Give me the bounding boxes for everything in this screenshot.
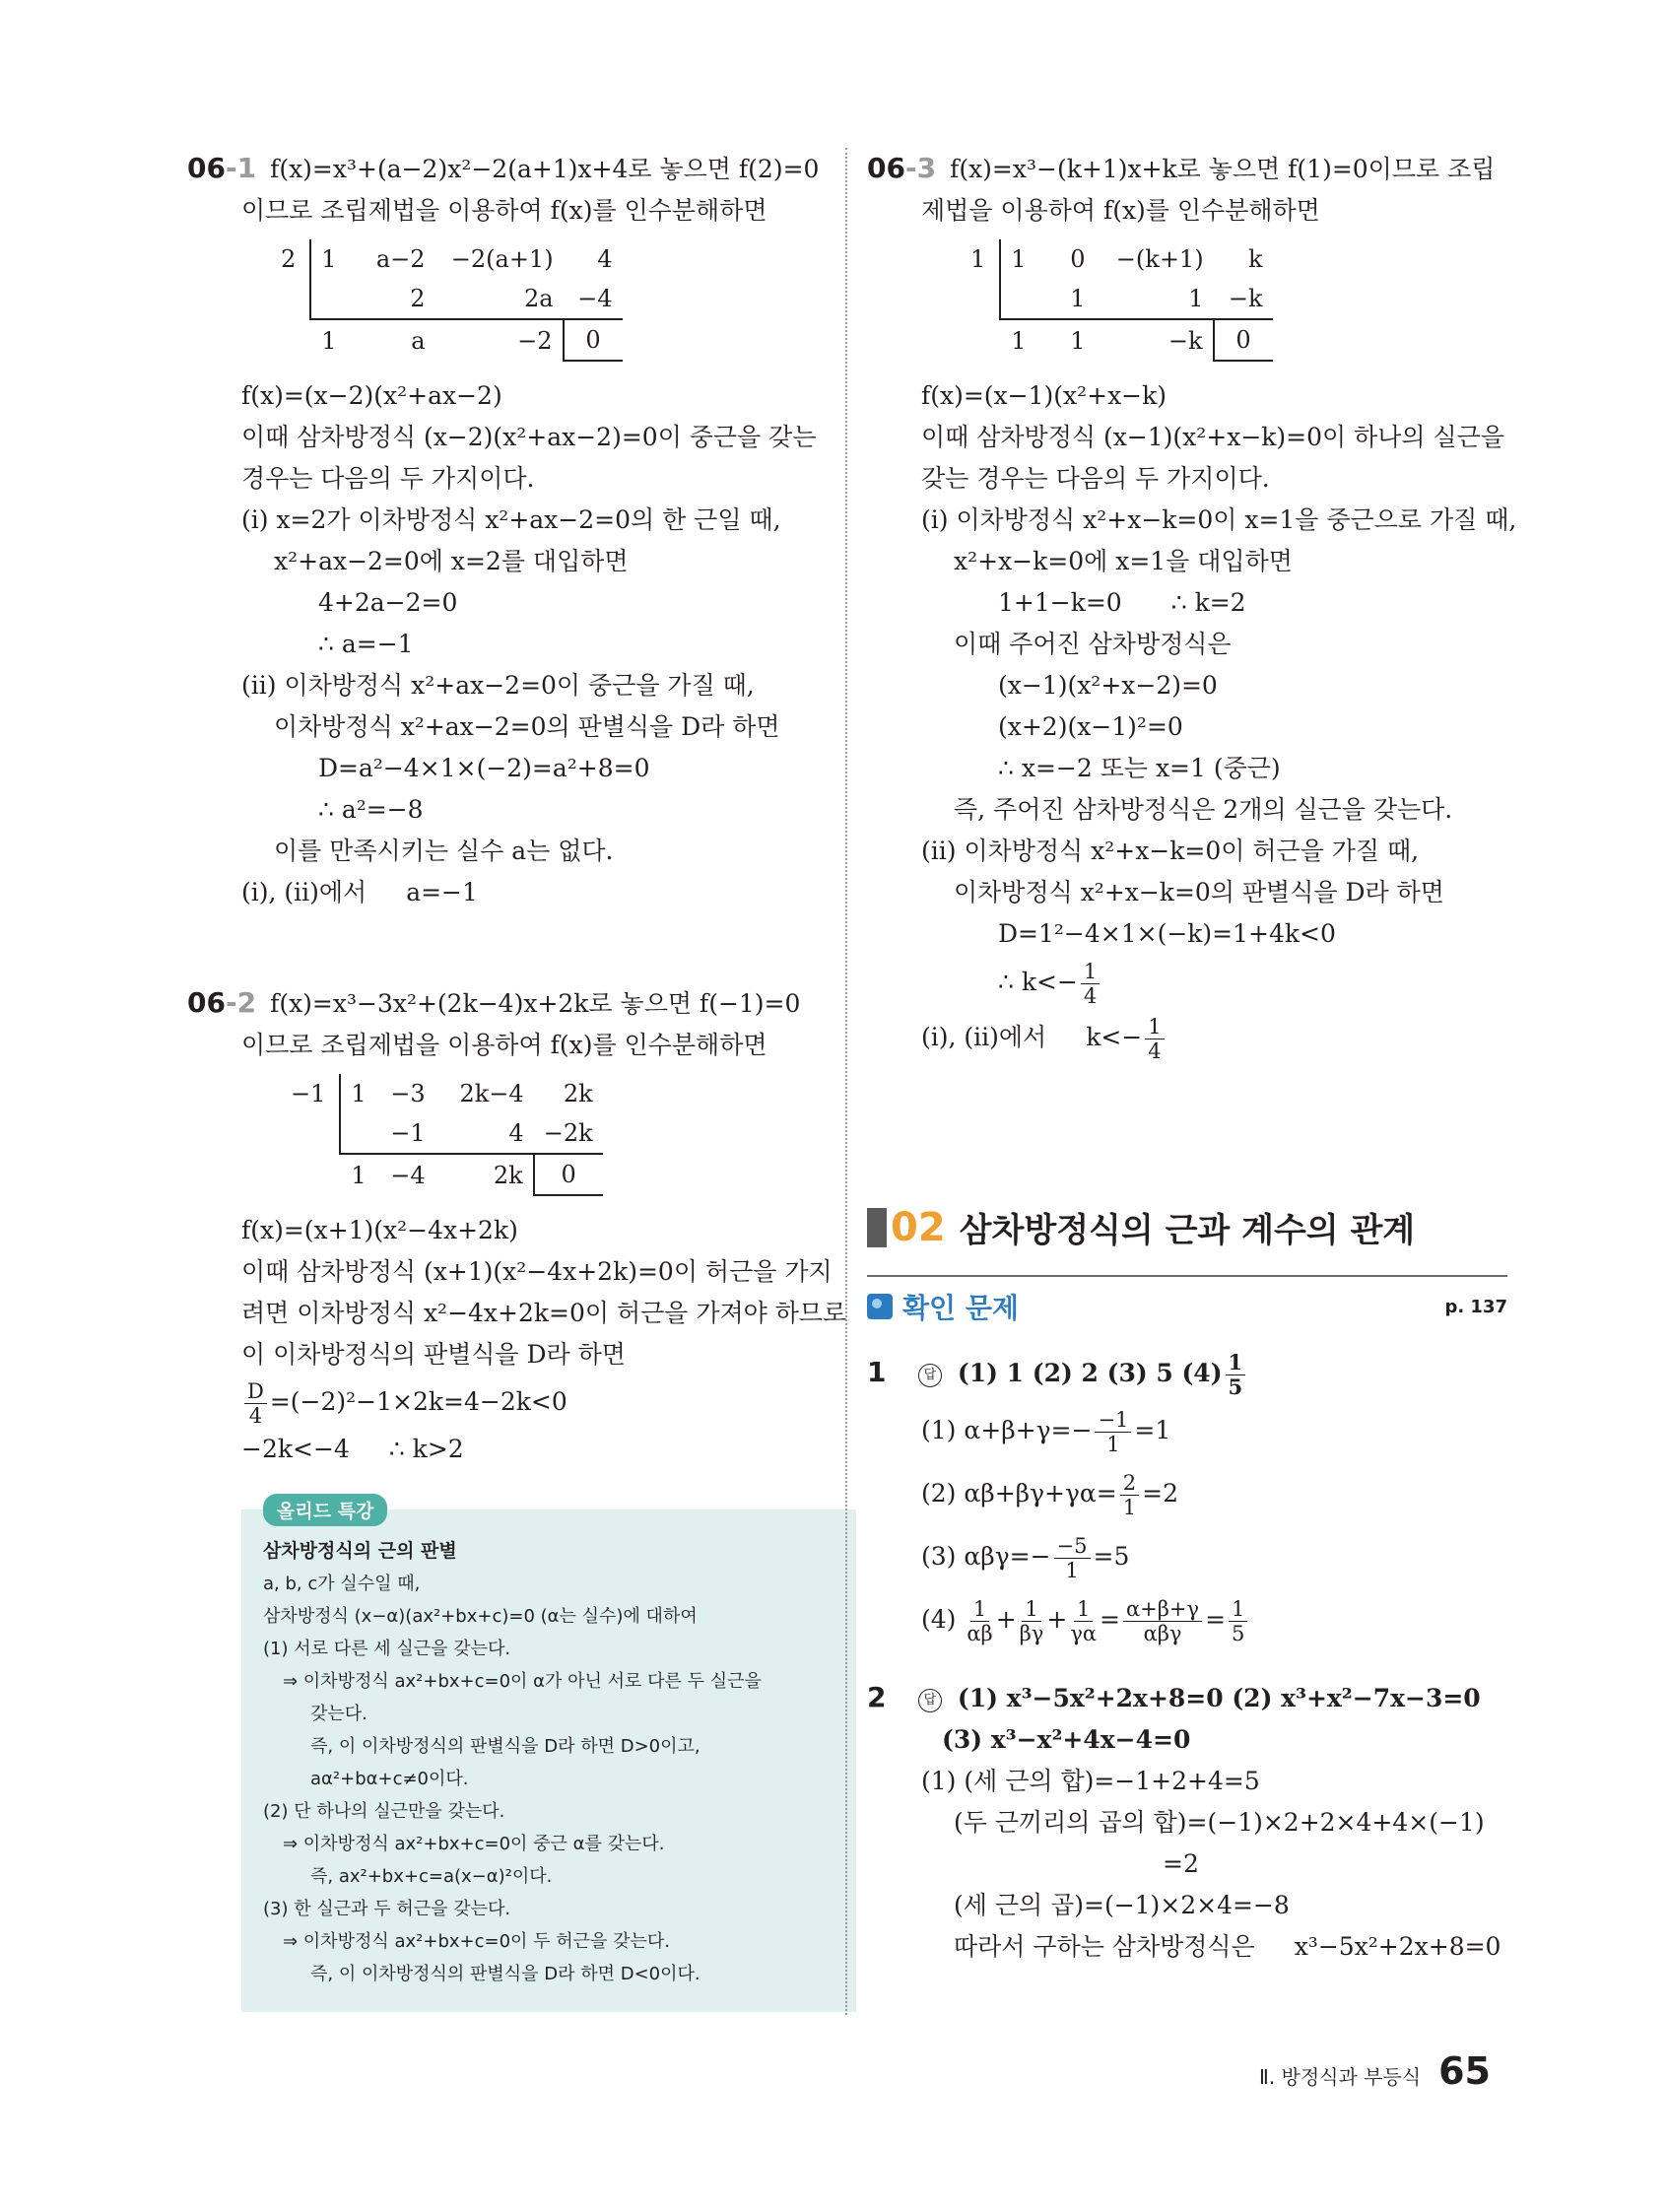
box-line: ⇒ 이차방정식 ax²+bx+c=0이 α가 아닌 서로 다른 두 실근을 (283, 1671, 762, 1692)
box-line: (2) 단 하나의 실근만을 갖는다. (263, 1801, 505, 1822)
equation-line: f(x)=(x+1)(x²−4x+2k) (241, 1216, 518, 1244)
table-cell: −(k+1) (1115, 245, 1204, 273)
section-bar (867, 1208, 887, 1247)
conclusion-line: (i), (ii)에서 k<− $\frac{1}{4}$ (867, 1010, 1507, 1065)
box-line: 즉, 이 이차방정식의 판별식을 D라 하면 D>0이고, (310, 1736, 701, 1757)
table-cell: 1 (351, 1161, 367, 1189)
check-icon (867, 1294, 893, 1319)
table-cell: −k (1168, 326, 1203, 355)
equation-line: (x−1)(x²+x−2)=0 (998, 671, 1218, 700)
table-cell: 1 (1011, 245, 1027, 273)
table-cell: 2k−4 (459, 1080, 524, 1107)
table-cell: 1 (1096, 279, 1214, 319)
solution-line: (3) αβγ=− $\frac{-5}{1}$ =5 (921, 1534, 1130, 1582)
text-line: x²+x−k=0에 x=1을 대입하면 (954, 547, 1293, 575)
table-cell (1000, 279, 1035, 319)
plus-lecture-box (241, 1501, 856, 2012)
answer-mark-icon: 답 (918, 1689, 942, 1712)
problem-text: 이므로 조립제법을 이용하여 f(x)를 인수분해하면 (241, 196, 767, 225)
box-line: (3) 한 실근과 두 허근을 갖는다. (263, 1899, 511, 1919)
divisor: 1 (961, 239, 1000, 279)
box-line: 갖는다. (310, 1704, 367, 1724)
text-line: 이차방정식 x²+ax−2=0의 판별식을 D라 하면 (274, 712, 780, 741)
case-line: (ii) 이차방정식 x²+ax−2=0이 중근을 가질 때, (241, 671, 755, 700)
box-line: 즉, 이 이차방정식의 판별식을 D라 하면 D<0이다. (310, 1964, 701, 1984)
fraction: $\frac{-5}{1}$ (1054, 1534, 1091, 1582)
section-heading (867, 1203, 1507, 1251)
solution-line: 따라서 구하는 삼차방정식은 x³−5x²+2x+8=0 (954, 1932, 1501, 1961)
equation-line: −2k<−4 ∴ k>2 (241, 1435, 464, 1463)
table-cell: 0 (1070, 245, 1086, 273)
equation-line: D=a²−4×1×(−2)=a²+8=0 (318, 754, 650, 782)
text-line: 이때 삼차방정식 (x−2)(x²+ax−2)=0이 중근을 갖는 (241, 423, 817, 451)
synthetic-division-table (961, 239, 1273, 362)
table-cell: 1 (321, 326, 337, 355)
text-line: 경우는 다음의 두 가지이다. (241, 464, 535, 493)
equation-line: D=1²−4×1×(−k)=1+4k<0 (998, 919, 1336, 948)
box-line: 삼차방정식 (x−α)(ax²+bx+c)=0 (α는 실수)에 대하여 (263, 1606, 698, 1627)
table-cell: 1 (1070, 326, 1086, 355)
column-divider (845, 148, 847, 2015)
synthetic-division-table (281, 1074, 603, 1196)
text-line: 이때 삼차방정식 (x−1)(x²+x−k)=0이 하나의 실근을 (921, 423, 1504, 451)
table-cell: 1 (321, 245, 337, 273)
fraction: $\frac{1}{4}$ (1081, 960, 1100, 1008)
table-cell: −2(a+1) (450, 245, 554, 273)
problem-06-1-intro: 06-1 f(x)=x³+(a−2)x²−2(a+1)x+4로 놓으면 f(2)=0 (187, 152, 820, 184)
page-number: 65 (1438, 2049, 1491, 2093)
case-line: (i) x=2가 이차방정식 x²+ax−2=0의 한 근일 때, (241, 505, 781, 534)
solution-line: (1) (세 근의 합)=−1+2+4=5 (921, 1767, 1260, 1795)
subsection-label: 확인 문제 (902, 1292, 1019, 1324)
table-cell: 2 (347, 279, 435, 319)
text-line: 이때 주어진 삼차방정식은 (954, 630, 1232, 658)
box-line: a, b, c가 실수일 때, (263, 1574, 421, 1594)
equation-line: 4+2a−2=0 (318, 588, 458, 617)
synthetic-division-table (271, 239, 623, 362)
discriminant-line: $\frac{D}{4}$ =(−2)²−1×2k=4−2k<0 (187, 1375, 828, 1429)
solution-line: (1) α+β+γ=− $\frac{-1}{1}$ =1 (921, 1408, 1171, 1456)
text-line: x²+ax−2=0에 x=2를 대입하면 (274, 547, 629, 575)
table-cell: 4 (597, 245, 613, 273)
answer-mark-icon: 답 (918, 1364, 942, 1387)
problem-number: 06-3 (867, 152, 937, 184)
text-line: 즉, 주어진 삼차방정식은 2개의 실근을 갖는다. (954, 795, 1453, 824)
table-cell: 2a (435, 279, 564, 319)
box-line: ⇒ 이차방정식 ax²+bx+c=0이 중근 α를 갖는다. (283, 1834, 665, 1854)
text-line: 이를 만족시키는 실수 a는 없다. (274, 837, 614, 865)
remainder-cell: 0 (564, 319, 623, 361)
table-cell: a (411, 326, 426, 355)
equation-line: f(x)=(x−2)(x²+ax−2) (241, 381, 502, 410)
table-cell: −4 (390, 1161, 426, 1189)
table-cell: k (1248, 245, 1263, 273)
question-number: 1 (867, 1356, 887, 1388)
fraction: $\frac{\alpha+\beta+\gamma}{\text{αβγ}}$ (1123, 1597, 1202, 1645)
table-cell (310, 279, 346, 319)
divisor: 2 (271, 239, 310, 279)
problem-text: 제법을 이용하여 f(x)를 인수분해하면 (921, 196, 1320, 225)
right-column (867, 148, 1517, 1968)
page-reference: p. 137 (1444, 1296, 1507, 1317)
equation-line: ∴ x=−2 또는 x=1 (중근) (998, 754, 1281, 782)
table-cell: −4 (564, 279, 623, 319)
solution-line: =2 (1163, 1849, 1199, 1878)
table-cell: −2k (534, 1113, 603, 1154)
remainder-cell: 0 (534, 1154, 603, 1195)
equation-line: f(x)=(x−1)(x²+x−k) (921, 381, 1168, 410)
solution-line: (두 근끼리의 곱의 합)=(−1)×2+2×4+4×(−1) (954, 1808, 1485, 1837)
fraction: $\frac{1}{5}$ (1229, 1597, 1247, 1645)
equation-line: ∴ k<− $\frac{1}{4}$ (867, 955, 1507, 1010)
equation-line: (x+2)(x−1)²=0 (998, 712, 1183, 741)
problem-number: 06-2 (187, 986, 257, 1019)
case-line: (ii) 이차방정식 x²+x−k=0이 허근을 가질 때, (921, 837, 1420, 865)
conclusion-line: (i), (ii)에서 a=−1 (241, 878, 478, 906)
box-line: (1) 서로 다른 세 실근을 갖는다. (263, 1639, 511, 1659)
table-cell: 1 (351, 1080, 367, 1107)
text-line: 이때 삼차방정식 (x+1)(x²−4x+2k)=0이 허근을 가지 (241, 1257, 833, 1286)
equation-line: ∴ a²=−8 (318, 795, 424, 824)
table-cell: 1 (1011, 326, 1027, 355)
section-title: 삼차방정식의 근과 계수의 관계 (959, 1211, 1416, 1250)
chapter-label: Ⅱ. 방정식과 부등식 (1258, 2065, 1422, 2089)
question-2-answer: 2 답 (1) x³−5x²+2x+8=0 (2) x³+x²−7x−3=0 (867, 1677, 1507, 1719)
box-title: 삼차방정식의 근의 판별 (263, 1540, 457, 1562)
table-cell: −2 (517, 326, 553, 355)
equation-line: ∴ a=−1 (318, 630, 414, 658)
fraction: $\frac{1}{4}$ (1145, 1015, 1164, 1063)
box-line: aα²+bα+c≠0이다. (310, 1769, 469, 1789)
problem-06-3-intro: 06-3 f(x)=x³−(k+1)x+k로 놓으면 f(1)=0이므로 조립 (867, 152, 1496, 184)
table-cell: −3 (390, 1080, 426, 1107)
table-cell: −k (1214, 279, 1273, 319)
fraction: $\frac{1}{\beta\gamma}$ (1019, 1597, 1044, 1645)
text-line: 이 이차방정식의 판별식을 D라 하면 (241, 1340, 626, 1369)
page-footer (1259, 2049, 1491, 2093)
table-cell: −1 (376, 1113, 435, 1154)
problem-06-2-intro: 06-2 f(x)=x³−3x²+(2k−4)x+2k로 놓으면 f(−1)=0 (187, 986, 801, 1019)
fraction: $\frac{1}{\alpha\beta}$ (967, 1597, 993, 1645)
answer-line: (3) x³−x²+4x−4=0 (942, 1725, 1191, 1754)
fraction: $\frac{1}{5}$ (1226, 1351, 1246, 1399)
table-cell: 2k (493, 1161, 523, 1189)
remainder-cell: 0 (1214, 319, 1273, 361)
divisor: −1 (281, 1074, 340, 1113)
box-line: ⇒ 이차방정식 ax²+bx+c=0이 두 허근을 갖는다. (283, 1931, 671, 1952)
text-line: 갖는 경우는 다음의 두 가지이다. (921, 464, 1270, 493)
equation-line: 1+1−k=0 ∴ k=2 (998, 588, 1246, 617)
plus-lecture-tag: 올리드 특강 (263, 1494, 387, 1526)
fraction: $\frac{-1}{1}$ (1095, 1408, 1131, 1456)
table-cell: 1 (1036, 279, 1096, 319)
text-line: 려면 이차방정식 x²−4x+2k=0이 허근을 가져야 하므로 (241, 1299, 847, 1327)
section-number: 02 (891, 1204, 946, 1250)
table-cell: 4 (435, 1113, 534, 1154)
case-line: (i) 이차방정식 x²+x−k=0이 x=1을 중근으로 가질 때, (921, 505, 1517, 534)
subsection-heading (867, 1275, 1507, 1326)
problem-text: 이므로 조립제법을 이용하여 f(x)를 인수분해하면 (241, 1031, 767, 1059)
left-column (187, 148, 847, 2012)
question-1-answer: 1 답 (1) 1 (2) 2 (3) 5 (4) $\frac{1}{5}$ (867, 1348, 1507, 1399)
table-cell (340, 1113, 375, 1154)
solution-line: (2) αβ+βγ+γα= $\frac{2}{1}$ =2 (921, 1471, 1178, 1519)
fraction: $\frac{2}{1}$ (1120, 1471, 1139, 1519)
solution-line: (세 근의 곱)=(−1)×2×4=−8 (954, 1891, 1290, 1919)
fraction: $\frac{1}{\gamma\alpha}$ (1070, 1597, 1098, 1645)
box-line: 즉, ax²+bx+c=a(x−α)²이다. (310, 1866, 553, 1887)
table-cell: 2k (563, 1080, 593, 1107)
question-number: 2 (867, 1681, 887, 1713)
solution-line: (4) $\frac{1}{\alpha\beta}$ + $\frac{1}{\beta\gamma}$ + $\frac{1}{\gamma\alpha}$ = $\frac{\alpha+\beta+\gamma}{\text{αβγ}}$ = $\frac{1}{5}$ (867, 1588, 1507, 1651)
fraction: $\frac{D}{4}$ (244, 1379, 267, 1428)
problem-number: 06-1 (187, 152, 257, 184)
text-line: 이차방정식 x²+x−k=0의 판별식을 D라 하면 (954, 878, 1444, 906)
table-cell: a−2 (375, 245, 426, 273)
